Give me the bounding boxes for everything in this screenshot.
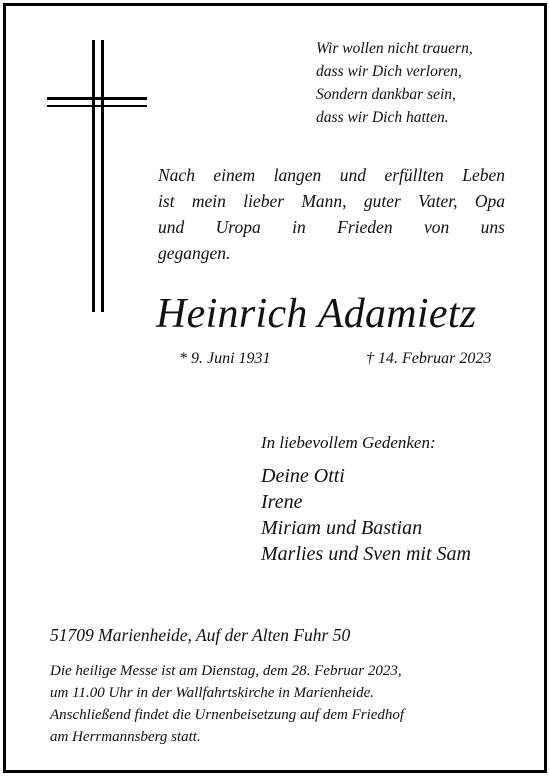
deceased-name: Heinrich Adamietz [156,291,477,337]
memorial-intro: In liebevollem Gedenken: [261,433,436,452]
family-address: 51709 Marienheide, Auf der Alten Fuhr 50 [50,625,351,645]
cross-vertical-line [101,40,104,312]
cross-horizontal-line [47,105,147,107]
notice-line: Anschließend findet die Urnenbeisetzung auf dem Friedhof [50,707,405,723]
cross-horizontal-line [47,97,147,100]
intro-line: Nach einem langen und erfüllten Leben [158,165,505,185]
intro-text [158,162,505,266]
service-notice [50,660,404,748]
mourner: Deine Otti [261,465,345,487]
intro-line: ist mein lieber Mann, guter Vater, Opa [158,191,505,211]
mourners-list [261,463,471,567]
mourner: Miriam und Bastian [261,517,423,539]
mourner: Irene [261,491,303,513]
intro-line: gegangen. [158,243,231,263]
birth-date: * 9. Juni 1931 [179,350,271,367]
mourner: Marlies und Sven mit Sam [261,543,471,565]
notice-line: am Herrmannsberg statt. [50,729,201,745]
notice-line: Die heilige Messe ist am Dienstag, dem 28. Februar 2023, [50,663,402,679]
poem-line: Sondern dankbar sein, [316,86,456,103]
cross-vertical-line [92,40,95,312]
death-date: † 14. Februar 2023 [366,350,492,367]
notice-line: um 11.00 Uhr in der Wallfahrtskirche in Marienheide. [50,685,374,701]
poem-line: dass wir Dich verloren, [316,63,462,80]
poem-line: dass wir Dich hatten. [316,109,449,126]
poem-line: Wir wollen nicht trauern, [316,40,473,57]
intro-line: und Uropa in Frieden von uns [158,217,505,237]
obituary-card [3,3,547,773]
poem [316,37,473,129]
